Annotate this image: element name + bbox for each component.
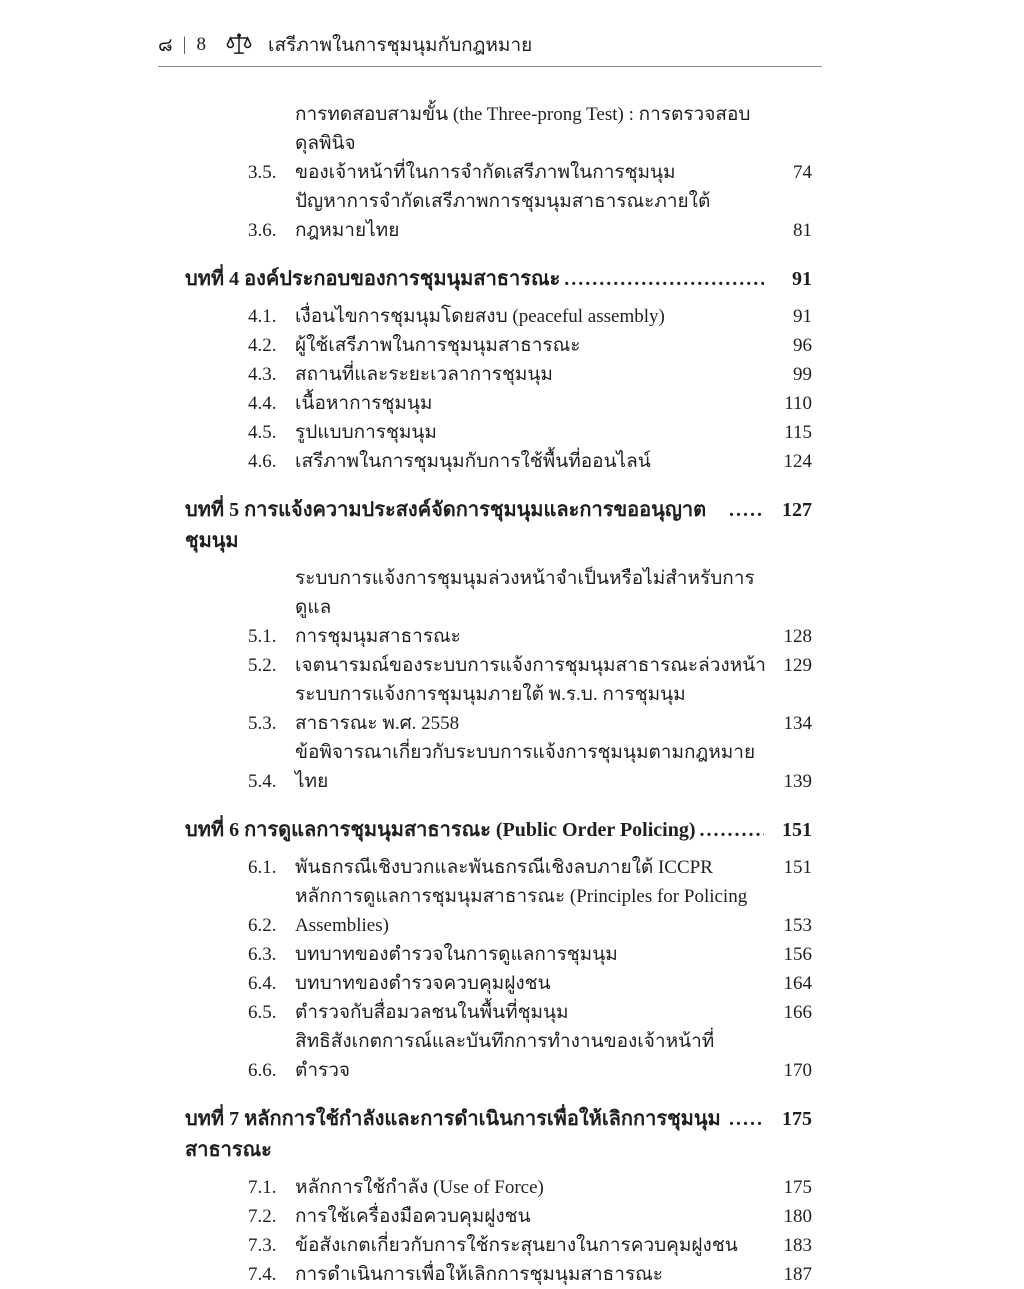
toc-section-entry (185, 680, 812, 738)
toc-section-page-number: 134 (783, 713, 812, 734)
toc-section-entry (185, 998, 812, 1027)
toc-chapter-title: บทที่ 7 หลักการใช้กำลังและการดำเนินการเพื่อให้เลิกการชุมนุมสาธารณะ (185, 1108, 721, 1161)
toc-section-title (295, 100, 766, 187)
book-title: เสรีภาพในการชุมนุมกับกฎหมาย (267, 35, 533, 56)
toc-section-number: 7.4. (248, 1264, 277, 1285)
toc-section-entry (185, 882, 812, 940)
toc-section-title (295, 187, 766, 245)
page-number-divider: | (182, 34, 187, 55)
toc-section-entry (185, 651, 812, 680)
toc-section-entry (185, 1260, 812, 1289)
toc-section-number: 3.5. (248, 162, 277, 183)
toc-section-title-line: สถานที่และระยะเวลาการชุมนุม (295, 364, 553, 385)
toc-section-entry (185, 564, 812, 651)
toc-section-page-number: 128 (783, 626, 812, 647)
toc-chapter-entry (185, 1104, 812, 1166)
toc-section-entry (185, 969, 812, 998)
toc-section-number: 3.6. (248, 220, 277, 241)
toc-section-entry (185, 100, 812, 187)
toc-section-page-number: 91 (793, 306, 812, 327)
toc-section-number: 4.5. (248, 422, 277, 443)
toc-section-number: 6.5. (248, 1002, 277, 1023)
toc-section-entry (185, 1173, 812, 1202)
toc-section-entry (185, 187, 812, 245)
toc-section-number: 6.2. (248, 915, 277, 936)
toc-section-page-number: 164 (783, 973, 812, 994)
toc-section-number: 5.3. (248, 713, 277, 734)
toc-section-title (295, 853, 766, 882)
toc-section-page-number: 124 (783, 451, 812, 472)
toc-section-title-line: รูปแบบการชุมนุม (295, 422, 437, 443)
toc-chapter-entry (185, 264, 812, 295)
toc-section-title (295, 1260, 766, 1289)
toc-section-page-number: 170 (783, 1060, 812, 1081)
toc-section-title-line: เนื้อหาการชุมนุม (295, 393, 433, 414)
toc-section-page-number: 153 (783, 915, 812, 936)
toc-section-title-line: เงื่อนไขการชุมนุมโดยสงบ (peaceful assembly) (295, 306, 665, 327)
dot-leader (700, 815, 765, 846)
toc-section-page-number: 166 (783, 1002, 812, 1023)
toc-section-title (295, 418, 766, 447)
toc-section-title-line: ตำรวจกับสื่อมวลชนในพื้นที่ชุมนุม (295, 1002, 569, 1023)
toc-section-title-line: ข้อพิจารณาเกี่ยวกับระบบการแจ้งการชุมนุมตามกฎหมายไทย (295, 742, 756, 792)
toc-section-title-line: ข้อสังเกตเกี่ยวกับการใช้กระสุนยางในการควบคุมฝูงชน (295, 1235, 738, 1256)
toc-section-title-line: เสรีภาพในการชุมนุมกับการใช้พื้นที่ออนไลน์ (295, 451, 651, 472)
toc-section-title-line: บทบาทของตำรวจควบคุมฝูงชน (295, 973, 551, 994)
toc-chapter-page-number: 91 (792, 268, 812, 290)
toc-section-title (295, 738, 766, 796)
toc-section-title-line: สิทธิสังเกตการณ์และบันทึกการทำงานของเจ้าหน้าที่ตำรวจ (295, 1031, 715, 1081)
toc-section-title (295, 651, 766, 680)
toc-section-number: 7.3. (248, 1235, 277, 1256)
toc-section-title (295, 940, 766, 969)
toc-section-entry (185, 1202, 812, 1231)
toc-section-number: 6.3. (248, 944, 277, 965)
toc-section-number: 4.6. (248, 451, 277, 472)
toc-section-title (295, 1173, 766, 1202)
toc-section-title-line: ผู้ใช้เสรีภาพในการชุมนุมสาธารณะ (295, 335, 581, 356)
toc-section-page-number: 96 (793, 335, 812, 356)
table-of-contents (185, 100, 812, 1289)
dot-leader (729, 1104, 764, 1135)
toc-section-number: 5.2. (248, 655, 277, 676)
toc-section-page-number: 187 (783, 1264, 812, 1285)
toc-section-number: 4.2. (248, 335, 277, 356)
page-number-arabic: 8 (196, 34, 206, 55)
toc-section-page-number: 81 (793, 220, 812, 241)
toc-chapter-title: บทที่ 4 องค์ประกอบของการชุมนุมสาธารณะ (185, 268, 561, 290)
toc-section-entry (185, 447, 812, 476)
toc-section-page-number: 151 (783, 857, 812, 878)
page-number-thai: ๘ (158, 35, 173, 56)
toc-section-entry (185, 418, 812, 447)
toc-section-entry (185, 331, 812, 360)
toc-section-title-line: การทดสอบสามขั้น (the Three-prong Test) : การตรวจสอบดุลพินิจ (295, 104, 751, 154)
toc-section-page-number: 129 (783, 655, 812, 676)
toc-section-title (295, 302, 766, 331)
toc-section-title (295, 389, 766, 418)
running-header (158, 30, 822, 60)
toc-section-page-number: 110 (784, 393, 812, 414)
toc-section-title (295, 447, 766, 476)
toc-section-title-line: หลักการใช้กำลัง (Use of Force) (295, 1177, 544, 1198)
toc-section-entry (185, 940, 812, 969)
toc-section-entry (185, 1027, 812, 1085)
toc-section-number: 6.1. (248, 857, 277, 878)
toc-section-title-line: ระบบการแจ้งการชุมนุมล่วงหน้าจำเป็นหรือไม่สำหรับการดูแล (295, 568, 755, 618)
toc-section-title (295, 680, 766, 738)
toc-section-title-line: ของเจ้าหน้าที่ในการจำกัดเสรีภาพในการชุมนุม (295, 162, 676, 183)
toc-section-entry (185, 1231, 812, 1260)
toc-section-title-line: เจตนารมณ์ของระบบการแจ้งการชุมนุมสาธารณะล่วงหน้า (295, 655, 766, 676)
toc-section-title-line: บทบาทของตำรวจในการดูแลการชุมนุม (295, 944, 618, 965)
toc-section-title-line: การชุมนุมสาธารณะ (295, 626, 461, 647)
toc-section-page-number: 99 (793, 364, 812, 385)
toc-section-entry (185, 360, 812, 389)
toc-section-page-number: 180 (783, 1206, 812, 1227)
toc-section-number: 6.4. (248, 973, 277, 994)
header-rule (158, 66, 822, 67)
toc-section-entry (185, 738, 812, 796)
toc-section-page-number: 139 (783, 771, 812, 792)
toc-section-number: 7.2. (248, 1206, 277, 1227)
toc-section-title-line: การใช้เครื่องมือควบคุมฝูงชน (295, 1206, 531, 1227)
toc-section-number: 5.1. (248, 626, 277, 647)
toc-section-page-number: 115 (784, 422, 812, 443)
toc-chapter-entry (185, 495, 812, 557)
toc-chapter-entry (185, 815, 812, 846)
toc-section-title (295, 882, 766, 940)
toc-section-number: 5.4. (248, 771, 277, 792)
toc-section-title-line: การดำเนินการเพื่อให้เลิกการชุมนุมสาธารณะ (295, 1264, 663, 1285)
toc-section-page-number: 175 (783, 1177, 812, 1198)
toc-chapter-page-number: 151 (782, 819, 812, 841)
toc-section-number: 4.1. (248, 306, 277, 327)
toc-chapter-title: บทที่ 5 การแจ้งความประสงค์จัดการชุมนุมและการขออนุญาตชุมนุม (185, 499, 707, 552)
toc-section-title (295, 998, 766, 1027)
toc-section-number: 4.3. (248, 364, 277, 385)
toc-section-title (295, 969, 766, 998)
toc-section-number: 7.1. (248, 1177, 277, 1198)
toc-section-title (295, 360, 766, 389)
toc-section-page-number: 74 (793, 162, 812, 183)
toc-section-title-line: ระบบการแจ้งการชุมนุมภายใต้ พ.ร.บ. การชุมนุมสาธารณะ พ.ศ. 2558 (295, 684, 686, 734)
scales-of-justice-icon (225, 32, 253, 58)
toc-section-title (295, 564, 766, 651)
toc-section-page-number: 183 (783, 1235, 812, 1256)
toc-section-number: 6.6. (248, 1060, 277, 1081)
toc-section-entry (185, 302, 812, 331)
toc-section-number: 4.4. (248, 393, 277, 414)
toc-chapter-title: บทที่ 6 การดูแลการชุมนุมสาธารณะ (Public Order Policing) (185, 819, 696, 841)
dot-leader (564, 264, 764, 295)
toc-section-title (295, 1231, 766, 1260)
dot-leader (729, 495, 764, 526)
toc-section-title-line: หลักการดูแลการชุมนุมสาธารณะ (Principles for Policing Assemblies) (295, 886, 748, 936)
toc-section-entry (185, 389, 812, 418)
toc-section-title (295, 1027, 766, 1085)
toc-section-entry (185, 853, 812, 882)
toc-section-title-line: ปัญหาการจำกัดเสรีภาพการชุมนุมสาธารณะภายใต้กฎหมายไทย (295, 191, 711, 241)
toc-chapter-page-number: 127 (782, 499, 812, 521)
toc-section-title (295, 331, 766, 360)
toc-section-page-number: 156 (783, 944, 812, 965)
toc-section-title-line: พันธกรณีเชิงบวกและพันธกรณีเชิงลบภายใต้ ICCPR (295, 857, 713, 878)
toc-section-title (295, 1202, 766, 1231)
toc-chapter-page-number: 175 (782, 1108, 812, 1130)
